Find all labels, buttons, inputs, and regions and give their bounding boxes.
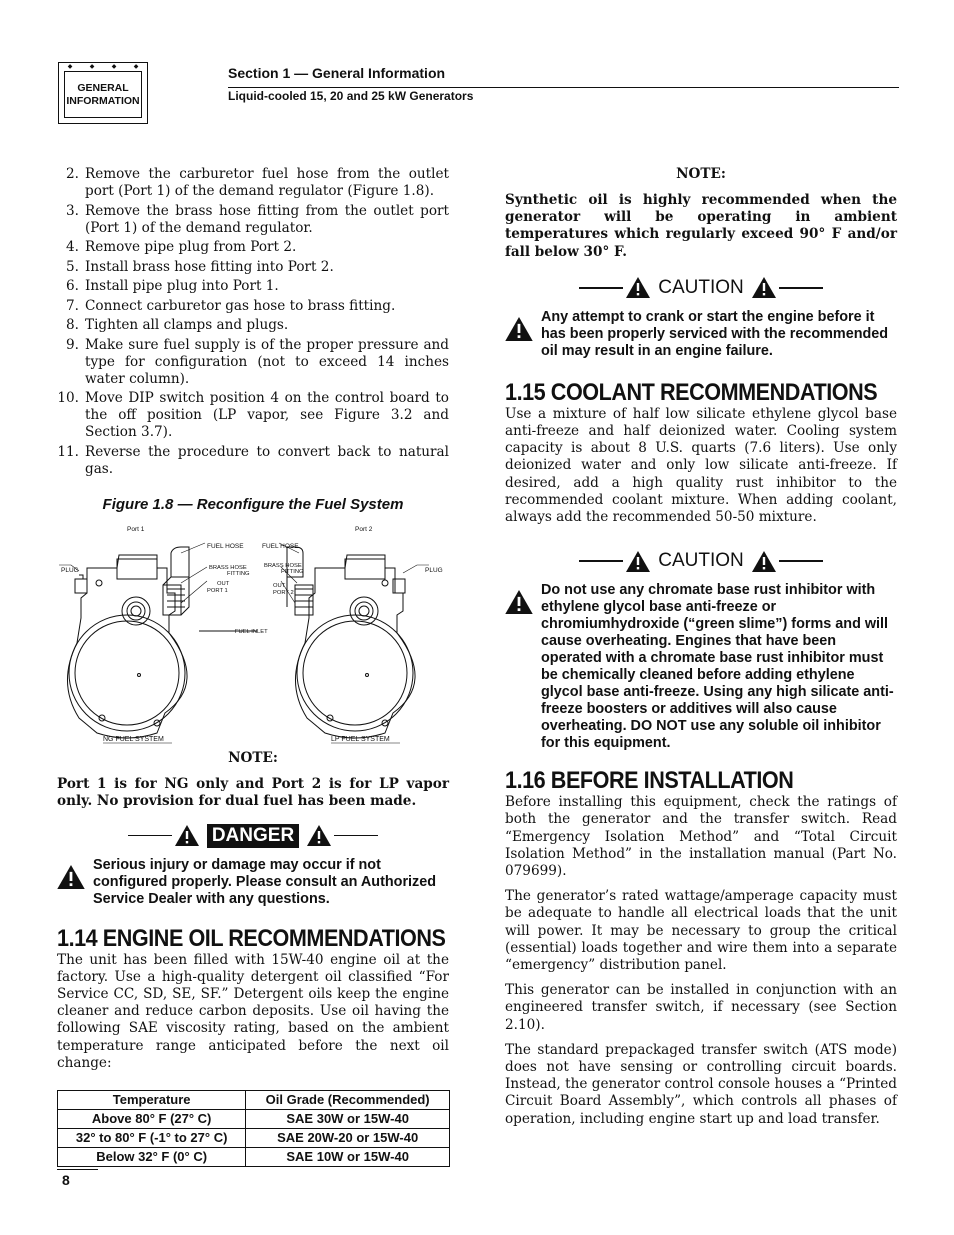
table-cell: 32° to 80° F (-1° to 27° C) xyxy=(58,1128,246,1147)
tab-dots: ◆ ◆ ◆ ◆ xyxy=(67,64,139,70)
table-cell: SAE 20W-20 or 15W-40 xyxy=(246,1128,450,1147)
procedure-steps xyxy=(57,166,449,478)
table-header: Temperature xyxy=(58,1090,246,1109)
note-right-body: Synthetic oil is highly recommended when the generator will be operating in ambient temperatures which regularly exceed 90° F and/or fall below 30° F. xyxy=(505,192,897,260)
note-left-body: Port 1 is for NG only and Port 2 is for LP vapor only. No provision for dual fuel has been made. xyxy=(57,776,449,810)
step-number: 5. xyxy=(66,258,79,275)
caution-2-block xyxy=(505,582,897,752)
list-item xyxy=(57,317,449,334)
table-cell: SAE 30W or 15W-40 xyxy=(246,1109,450,1128)
header-rule xyxy=(228,87,899,88)
table-row xyxy=(58,1128,450,1147)
step-text: Remove the brass hose fitting from the outlet port (Port 1) of the demand regulator. xyxy=(85,202,449,236)
step-number: 3. xyxy=(66,202,79,219)
step-text: Remove pipe plug from Port 2. xyxy=(85,239,297,256)
step-number: 8. xyxy=(66,317,79,334)
list-item xyxy=(57,166,449,200)
oil-table xyxy=(57,1090,450,1167)
section-1-15-heading: 1.15 COOLANT RECOMMENDATIONS xyxy=(505,378,878,406)
danger-header xyxy=(57,821,449,851)
warning-triangle-icon xyxy=(752,551,776,572)
section-1-16-p3: This generator can be installed in conjunction with an engineered transfer switch, if necessary (see Section 2.10). xyxy=(505,982,897,1033)
footer-rule xyxy=(57,1169,98,1170)
section-1-14-body: The unit has been filled with 15W-40 engine oil at the factory. Use a high-quality detergent oil classified “For Service CC, SD, SE, SF.” Detergent oils keep the engine cleaner and reduce carbon deposits. Use oil having the following SAE viscosity rating, based on the ambient temperature range anticipated before the next oil change: xyxy=(57,951,449,1071)
list-item xyxy=(57,298,449,315)
caution-label: CAUTION xyxy=(658,550,744,572)
section-1-16-p2: The generator’s rated wattage/amperage capacity must be adequate to handle all electrical loads that the unit will power. It may be necessary to group the critical (essential) loads together and wire them into a separate “emergency” distribution panel. xyxy=(505,888,897,974)
step-number: 11. xyxy=(57,443,79,460)
warning-triangle-icon xyxy=(307,825,331,846)
ng-regulator-drawing xyxy=(67,547,189,738)
step-number: 10. xyxy=(57,390,79,407)
warning-triangle-icon xyxy=(505,317,533,341)
step-number: 4. xyxy=(66,239,79,256)
label-out-left-2: PORT 1 xyxy=(207,588,228,595)
list-item xyxy=(57,390,449,441)
warning-triangle-icon xyxy=(626,551,650,572)
label-brass-left-2: FITTING xyxy=(227,571,250,578)
label-fuel-inlet: FUEL INLET xyxy=(235,629,268,636)
tab-line-1: GENERAL xyxy=(77,81,129,94)
table-cell: Below 32° F (0° C) xyxy=(58,1147,246,1166)
label-ng-system: NG FUEL SYSTEM xyxy=(103,736,164,744)
step-number: 2. xyxy=(66,166,79,182)
warning-triangle-icon xyxy=(752,277,776,298)
section-title: Section 1 — General Information xyxy=(228,65,446,81)
label-port2: Port 2 xyxy=(355,526,373,534)
list-item xyxy=(57,239,449,256)
label-out-right-1: OUT xyxy=(273,583,286,590)
tab-line-2: INFORMATION xyxy=(66,94,140,107)
table-header: Oil Grade (Recommended) xyxy=(246,1090,450,1109)
caution-1-text: Any attempt to crank or start the engine before it has been properly serviced with the recommended oil may result in an engine failure. xyxy=(541,308,889,359)
table-row xyxy=(58,1147,450,1166)
label-out-left-1: OUT xyxy=(217,581,230,588)
table-cell: SAE 10W or 15W-40 xyxy=(246,1147,450,1166)
section-subtitle: Liquid-cooled 15, 20 and 25 kW Generators xyxy=(228,89,474,103)
page-number: 8 xyxy=(62,1172,70,1188)
label-port1: Port 1 xyxy=(127,526,145,534)
section-1-16-p4: The standard prepackaged transfer switch (ATS mode) does not have sensing or controlling circuit boards. Instead, the generator control console houses a “Printed Circuit Board Assembly”, which controls all phases of operation, including engine start up and load transfer. xyxy=(505,1041,897,1127)
label-brass-right-1: BRASS HOSE xyxy=(264,563,302,570)
caution-label: CAUTION xyxy=(658,276,744,298)
step-text: Remove the carburetor fuel hose from the outlet port (Port 1) of the demand regulator (Figure 1.8). xyxy=(85,166,449,200)
danger-label: DANGER xyxy=(207,824,299,848)
right-column xyxy=(505,166,897,1128)
label-brass-left-1: BRASS HOSE xyxy=(209,565,247,572)
note-left-title: NOTE: xyxy=(228,750,278,767)
left-column xyxy=(57,166,449,1167)
label-out-right-2: PORT 2 xyxy=(273,590,294,597)
section-1-15-body: Use a mixture of half low silicate ethylene glycol base anti-freeze and half deionized water. Cooling system capacity is about 8 U.S. quarts (7.6 liters). Use only deionized water and only low silicate anti-freeze. If desired, add a high quality rust inhibitor to the recommended coolant mixture. When adding coolant, always add the recommended 50-50 mixture. xyxy=(505,405,897,526)
warning-triangle-icon xyxy=(505,590,533,614)
label-lp-system: LP FUEL SYSTEM xyxy=(331,736,390,744)
list-item xyxy=(57,278,449,295)
label-fuel-hose-left: FUEL HOSE xyxy=(207,543,244,551)
step-text: Tighten all clamps and plugs. xyxy=(85,317,289,334)
figure-caption: Figure 1.8 — Reconfigure the Fuel System xyxy=(102,496,404,514)
section-1-14-heading: 1.14 ENGINE OIL RECOMMENDATIONS xyxy=(57,924,446,952)
note-right-title: NOTE: xyxy=(676,166,726,182)
step-number: 6. xyxy=(66,278,79,295)
step-text: Install brass hose fitting into Port 2. xyxy=(85,258,334,275)
step-text: Reverse the procedure to convert back to natural gas. xyxy=(85,443,449,478)
warning-triangle-icon xyxy=(57,865,85,889)
table-cell: Above 80° F (27° C) xyxy=(58,1109,246,1128)
caution-2-header xyxy=(505,546,897,576)
warning-triangle-icon xyxy=(626,277,650,298)
label-brass-right-2: FITTING xyxy=(281,569,304,576)
section-1-16-p1: Before installing this equipment, check the ratings of both the generator and the transfer switch. Read “Emergency Isolation Method” and “Total Circuit Isolation Method” in the installation manual (Part No. 079699). xyxy=(505,794,897,880)
list-item xyxy=(57,337,449,388)
caution-1-block xyxy=(505,309,897,360)
fuel-system-figure xyxy=(57,523,449,748)
label-plug-right: PLUG xyxy=(425,567,443,575)
section-1-16-heading: 1.16 BEFORE INSTALLATION xyxy=(505,767,794,795)
label-fuel-hose-right: FUEL HOSE xyxy=(262,543,299,551)
table-header-row xyxy=(58,1090,450,1109)
list-item xyxy=(57,203,449,237)
label-plug-left: PLUG xyxy=(61,567,79,575)
step-number: 7. xyxy=(66,297,79,314)
step-text: Connect carburetor gas hose to brass fitting. xyxy=(85,297,396,314)
section-tab xyxy=(58,62,148,124)
table-row xyxy=(58,1109,450,1128)
lp-regulator-drawing xyxy=(287,547,415,738)
caution-2-text: Do not use any chromate base rust inhibitor with ethylene glycol base anti-freeze or chromiumhydroxide (“green slime”) forms and will cause overheating. Engines that have been operated with a chromate base rust inhibitor must be chemically cleaned before adding ethylene glycol base anti-freeze. Using any high silicate anti-freeze boosters or additives will also cause overheating. DO NOT use any soluble oil inhibitor for this equipment. xyxy=(541,582,894,752)
step-text: Move DIP switch position 4 on the control board to the off position (LP vapor, see Figure 3.2 and Section 3.7). xyxy=(85,390,449,441)
step-text: Install pipe plug into Port 1. xyxy=(85,278,279,295)
section-tab-label xyxy=(64,71,142,118)
warning-triangle-icon xyxy=(175,825,199,846)
step-number: 9. xyxy=(66,336,79,353)
step-text: Make sure fuel supply is of the proper pressure and type for configuration (not to exceed 14 inches water column). xyxy=(85,336,449,387)
caution-1-header xyxy=(505,273,897,303)
list-item xyxy=(57,259,449,276)
danger-block xyxy=(57,857,449,908)
list-item xyxy=(57,444,449,478)
danger-text: Serious injury or damage may occur if not configured properly. Please consult an Authorized Service Dealer with any questions. xyxy=(93,856,437,907)
